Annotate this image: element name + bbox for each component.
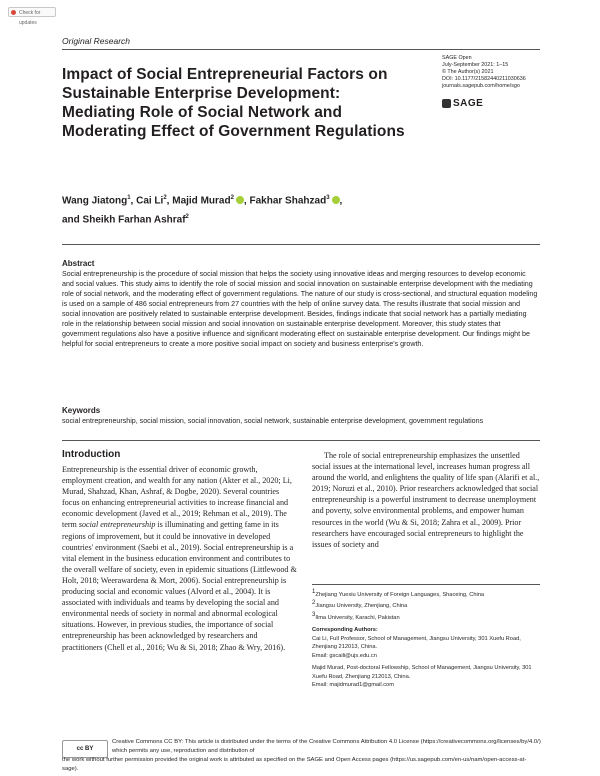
orcid-icon[interactable] [236,196,244,204]
keywords [62,406,539,426]
corresponding-author-1: Cai Li, Full Professor, School of Management, Jiangsu University, 301 Xuefu Road, Zhenjiang 212013, China. [312,635,521,651]
article-type: Original Research [62,36,131,46]
cc-license-badge[interactable]: cc BY [62,740,108,758]
affil-marker: 2 [163,195,167,201]
affil-marker: 2 [230,195,234,201]
author-name: Majid Murad [172,195,231,207]
author-name: Wang Jiatong [62,195,128,207]
keywords-divider [62,440,540,441]
body-text: is illuminating and getting fame in its regions of improvement, but it could be innovative in developed countries' environment (Saebi et al., 2019). Social entrepreneurship is a vital element in the business education environment and contributes to the overall welfare of society, even in epidemic situations (Littlewood & Holt, 2018; Weerawardena & Mort, 2006). Social entrepreneurship is producing social and economic values (Alvord et al., 2004). It is associated with individuals and teams by developing the social and environmental needs of society in normal and abnormal ecological situations. However, in previous studies, the importance of social entrepreneurship has been acknowledged by researchers and practitioners (Chell et al., 2016; Wu & Si, 2018; Zhao & Wry, 2016). [62,520,297,652]
header-divider [62,49,540,50]
issue-info: July-September 2021: 1–15 [442,62,509,68]
introduction-heading: Introduction [62,449,121,460]
affiliation-item [312,611,540,622]
affil-marker: 3 [312,611,316,618]
footnote-divider [312,584,540,585]
corresponding-email-2[interactable]: Email: majidmurad1@gmail.com [312,682,394,689]
author-name: Cai Li [136,195,164,207]
check-for-updates-label: Check for updates [19,10,41,26]
affil-marker: 3 [326,195,330,201]
journal-url[interactable]: journals.sagepub.com/home/sgo [442,83,520,89]
license-line-2: the work without further permission provided the original work is attributed as specified on the SAGE and Open Access pages (https://us.sagepub.com/en-us/nam/open-access-at-sage). [62,757,527,772]
orcid-icon[interactable] [332,196,340,204]
keywords-text: social entrepreneurship, social mission, social innovation, social network, sustainable enterprise development, government regulations [62,417,484,425]
check-for-updates-badge[interactable] [8,7,56,26]
publisher-logo [442,98,483,109]
sage-logo-icon [442,99,451,108]
corresponding-heading: Corresponding Authors: [312,627,378,634]
affil-marker: 2 [312,600,316,607]
license-line-1: Creative Commons CC BY: This article is distributed under the terms of the Creative Commons Attribution 4.0 License (https://creativecommons.org/licenses/by/4.0/) which permits any use, reproduction and distribution of [112,739,541,754]
abstract-heading: Abstract [62,259,95,268]
license-text [62,738,542,774]
doi[interactable]: DOI: 10.1177/21582440211030636 [442,76,526,82]
keywords-heading: Keywords [62,406,101,415]
body-column-right: The role of social entrepreneurship emphasizes the unsettled social issues at the international level, increases human progress all around the world, and enlightens the quality of life span (Alarifi et al., 2019; Noruzi et al., 2010). Prior researchers acknowledged that social entrepreneurship is a powerful instrument to decrease unemployment and poverty, solve environmental problems, and empower human resources in the world (Wu & Si, 2018; Zahra et al., 2009). Prior researchers have encouraged social entrepreneurs to highlight the issues of society and [312,451,540,549]
journal-meta [442,55,526,90]
affil-marker: 1 [312,589,316,595]
affiliation-item [312,599,540,610]
abstract-text: Social entrepreneurship is the procedure of social mission that helps the society using innovative ideas and merging resources to develop economic and social values. This study aims to identify the role of social mission and social innovation on sustainable enterprise development with the mediating role of social network, and the moderating effect of government regulations. The nature of our study is cross-sectional, and structural equation modeling is used on a sample of 486 social entrepreneurs from 27 countries with the help of online survey data. The results illustrate that social mission and social innovation are positively related to sustainable enterprise development. Besides, findings indicate that social network has a partially mediating role in the relationship between social mission and social innovation on sustainable enterprise development. Moreover, this study states that government regulations also have a positive influence and significant moderating effect on sustainable enterprise development. Our findings might be helpful for social entrepreneurs to create a more positive social impact on society and business enterprise's growth. [62,270,538,348]
author-list: Wang Jiatong$^1$, Cai Li$^2$, Majid Murad$^2$ , Fakhar Shahzad$^3$ , and Sheikh Farhan Ashraf$^2$ [62,195,343,226]
author-name: Fakhar Shahzad [249,195,327,207]
affiliation-item [312,588,540,599]
affiliation-text: Ilma University, Karachi, Pakistan [315,614,400,621]
body-column-left [62,464,298,653]
affiliation-text: Jiangsu University, Zhenjiang, China [315,603,408,610]
affil-marker: 2 [185,214,189,221]
corresponding-email-1[interactable]: Email: gscaili@ujs.edu.cn [312,652,377,659]
article-title: Impact of Social Entrepreneurial Factors on Sustainable Enterprise Development: Mediating Role of Social Network and Moderating Effect of Government Regulations [62,66,405,140]
corresponding-author-2: Majid Murad, Post-doctoral Fellowship, School of Management, Jiangsu University, 301 Xuefu Road, Zhenjiang 212013, China. [312,665,532,680]
journal-name: SAGE Open [442,55,472,61]
abstract [62,259,539,349]
abstract-divider [62,244,540,245]
affiliations [312,588,540,690]
affiliation-text: Zhejiang Yuexiu University of Foreign Languages, Shaoxing, China [315,591,485,598]
author-name: and Sheikh Farhan Ashraf [62,214,186,226]
update-icon [11,10,16,15]
copyright: © The Author(s) 2021 [442,69,494,75]
affil-marker: 1 [127,195,131,201]
body-text: Entrepreneurship is the essential driver of economic growth, employment creation, and wealth for any nation (Akter et al., 2020; Li, Murad, Shahzad, Khan, Ashraf, & Dogbe, 2020). Several countries focus on enhancing entrepreneurial activities to increase financial and economic development (Javed et al., 2019; Rehman et al., 2019). The term [62,465,292,530]
publisher-logo-text: SAGE [453,98,484,109]
body-emphasis: social entrepreneurship [78,520,156,530]
